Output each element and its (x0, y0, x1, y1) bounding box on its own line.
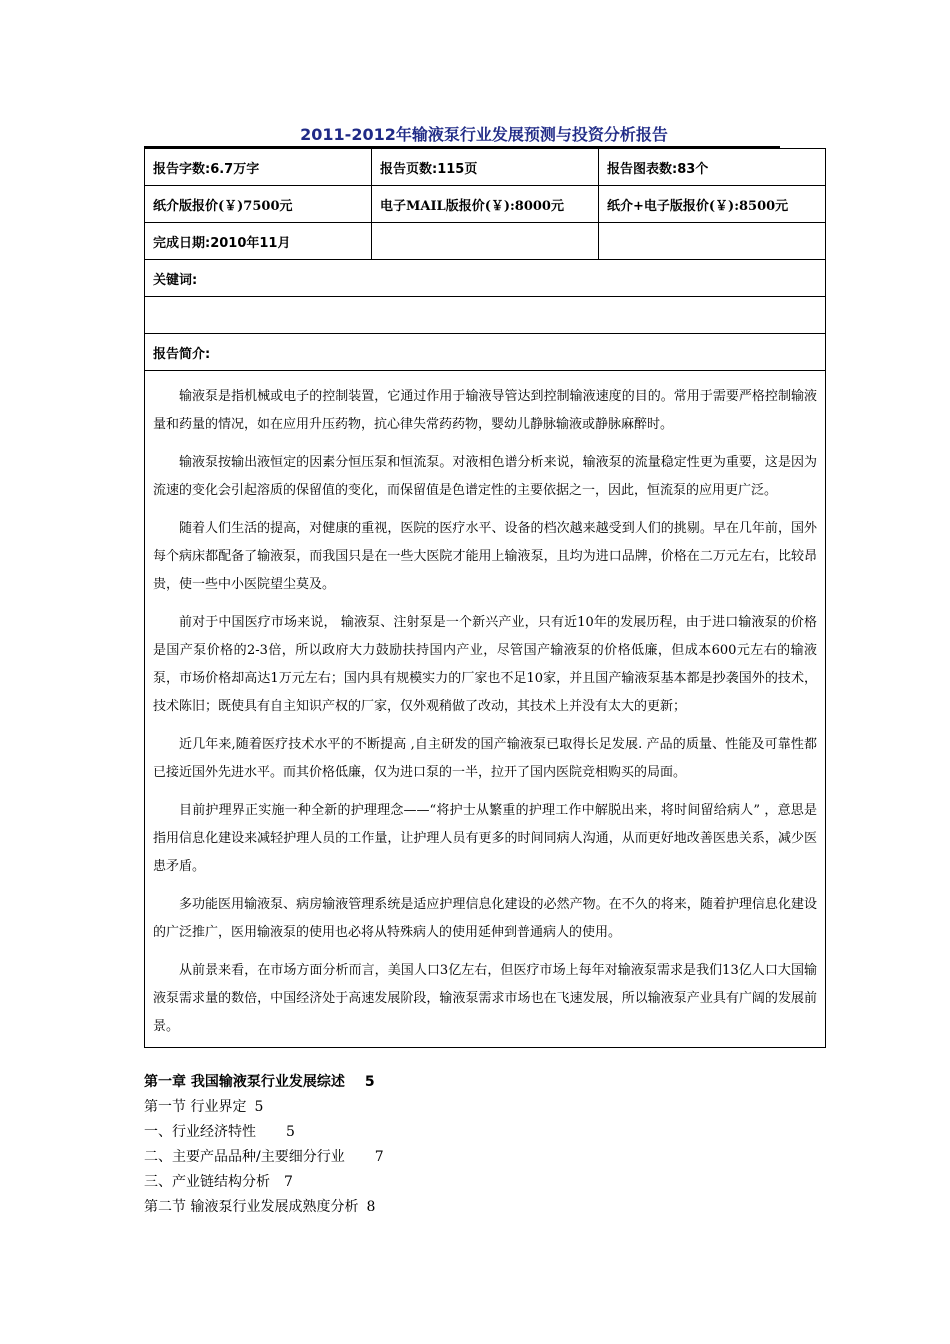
summary-paragraph: 前对于中国医疗市场来说， 输液泵、注射泵是一个新兴产业，只有近10年的发展历程，由于进口输液泵的价格是国产泵价格的2-3倍，所以政府大力鼓励扶持国内产业，尽管国产输液泵的价格低廉，但成本600元左右的输液泵，市场价格却高达1万元左右；国内具有规模实力的厂家也不足10家，并且国产输液泵基本都是抄袭国外的技术，技术陈旧；既使具有自主知识产权的厂家，仅外观稍做了改动，其技术上并没有太大的更新； (153, 615, 817, 714)
summary-paragraph: 多功能医用输液泵、病房输液管理系统是适应护理信息化建设的必然产物。在不久的将来，随着护理信息化建设的广泛推广，医用输液泵的使用也必将从特殊病人的使用延伸到普通病人的使用。 (153, 897, 817, 940)
toc-entry-section (144, 1095, 824, 1120)
toc-entry-item (144, 1120, 824, 1145)
toc-entry-page: 7 (374, 1149, 384, 1165)
toc-entry-chapter (144, 1070, 824, 1095)
toc-entry-page: 5 (286, 1124, 295, 1140)
toc-entry-page: 7 (284, 1174, 293, 1190)
info-row-date (145, 223, 826, 260)
toc-entry-page: 5 (364, 1074, 375, 1090)
toc-entry-page: 5 (254, 1099, 264, 1115)
paper-price-cell: 纸介版报价(￥)7500元 (145, 186, 372, 223)
page-count-cell: 报告页数:115页 (372, 149, 599, 186)
summary-paragraph: 近几年来,随着医疗技术水平的不断提高 ,自主研发的国产输液泵已取得长足发展. 产品的质量、性能及可靠性都已接近国外先进水平。而其价格低廉，仅为进口泵的一半，拉开了国内医院竞相购买的局面。 (153, 737, 817, 780)
toc-entry-item (144, 1145, 824, 1170)
info-row-stats (145, 149, 826, 186)
keywords-row (145, 260, 826, 297)
toc-entry-text: 一、行业经济特性 (144, 1124, 256, 1140)
empty-cell (372, 223, 599, 260)
chart-count-cell: 报告图表数:83个 (599, 149, 826, 186)
toc-entry-text: 第二节 输液泵行业发展成熟度分析 (144, 1199, 359, 1215)
toc-entry-text: 第一节 行业界定 (144, 1099, 247, 1115)
summary-paragraph: 输液泵按输出液恒定的因素分恒压泵和恒流泵。对液相色谱分析来说，输液泵的流量稳定性更为重要，这是因为流速的变化会引起溶质的保留值的变化，而保留值是色谱定性的主要依据之一，因此，恒流泵的应用更广泛。 (153, 455, 817, 498)
summary-label-row (145, 334, 826, 371)
toc-entry-text: 第一章 我国输液泵行业发展综述 (144, 1074, 345, 1090)
combo-price-cell: 纸介+电子版报价(￥):8500元 (599, 186, 826, 223)
keywords-value-cell (145, 297, 826, 334)
summary-paragraph: 随着人们生活的提高，对健康的重视，医院的医疗水平、设备的档次越来越受到人们的挑剔。早在几年前，国外每个病床都配备了输液泵，而我国只是在一些大医院才能用上输液泵，且均为进口品牌，价格在二万元左右，比较昂贵，使一些中小医院望尘莫及。 (153, 521, 817, 592)
toc-entry-item (144, 1170, 824, 1195)
summary-body-row (145, 371, 826, 1048)
summary-paragraph: 输液泵是指机械或电子的控制装置，它通过作用于输液导管达到控制输液速度的目的。常用于需要严格控制输液量和药量的情况，如在应用升压药物，抗心律失常药药物，婴幼儿静脉输液或静脉麻醉时。 (153, 389, 817, 432)
toc-entry-text: 二、主要产品品种/主要细分行业 (144, 1149, 345, 1165)
keywords-label: 关键词: (145, 260, 826, 297)
report-info-table (144, 148, 826, 1048)
toc-entry-page: 8 (366, 1199, 376, 1215)
keywords-value-row (145, 297, 826, 334)
info-row-prices (145, 186, 826, 223)
toc-entry-text: 三、产业链结构分析 (144, 1174, 270, 1190)
empty-cell (599, 223, 826, 260)
summary-paragraph: 从前景来看，在市场方面分析而言，美国人口3亿左右，但医疗市场上每年对输液泵需求是我们13亿人口大国输液泵需求量的数倍，中国经济处于高速发展阶段，输液泵需求市场也在飞速发展，所以输液泵产业具有广阔的发展前景。 (153, 963, 817, 1034)
report-title: 2011-2012年输液泵行业发展预测与投资分析报告 (300, 125, 668, 144)
table-of-contents (144, 1070, 824, 1220)
completion-date-cell: 完成日期:2010年11月 (145, 223, 372, 260)
email-price-cell: 电子MAIL版报价(￥):8000元 (372, 186, 599, 223)
summary-label: 报告简介: (145, 334, 826, 371)
toc-entry-section (144, 1195, 824, 1220)
word-count-cell: 报告字数:6.7万字 (145, 149, 372, 186)
summary-paragraph: 目前护理界正实施一种全新的护理理念——“将护士从繁重的护理工作中解脱出来，将时间留给病人” ，意思是指用信息化建设来减轻护理人员的工作量，让护理人员有更多的时间同病人沟通，从而更好地改善医患关系，减少医患矛盾。 (153, 803, 817, 874)
summary-body-cell (145, 371, 826, 1048)
